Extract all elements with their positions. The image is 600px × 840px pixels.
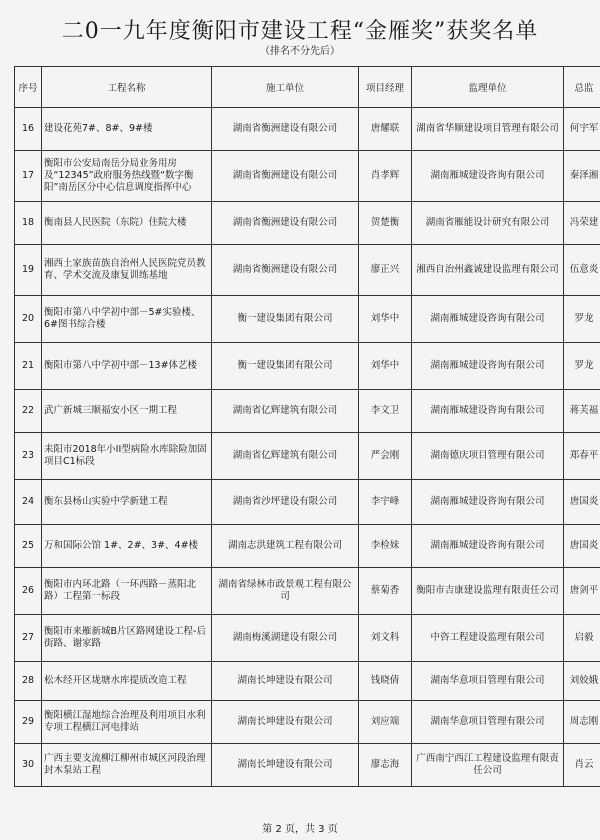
cell-chief: 罗龙 <box>564 343 600 390</box>
cell-builder: 湖南省沙坪建设有限公司 <box>212 480 359 525</box>
cell-supervisor: 湖南华意项目管理有限公司 <box>412 701 564 744</box>
table-row <box>15 108 600 151</box>
cell-builder: 湖南省亿辉建筑有限公司 <box>212 433 359 480</box>
cell-chief: 秦泽湘 <box>564 151 600 202</box>
cell-builder: 湖南梅溪湖建设有限公司 <box>212 615 359 662</box>
cell-builder: 湖南省衡洲建设有限公司 <box>212 151 359 202</box>
cell-chief: 郑春平 <box>564 433 600 480</box>
cell-project-name: 广西主要支流柳江柳州市城区河段治理封木泵站工程 <box>42 744 212 787</box>
cell-no: 25 <box>15 525 42 568</box>
cell-manager: 蔡菊香 <box>359 568 412 615</box>
cell-builder: 湖南省绿林市政景观工程有限公司 <box>212 568 359 615</box>
cell-supervisor: 湖南雁城建设咨询有限公司 <box>412 151 564 202</box>
cell-no: 24 <box>15 480 42 525</box>
cell-supervisor: 中咨工程建设监理有限公司 <box>412 615 564 662</box>
table-row <box>15 525 600 568</box>
cell-chief: 唐剑平 <box>564 568 600 615</box>
cell-manager: 唐耀联 <box>359 108 412 151</box>
table-row <box>15 662 600 701</box>
document-subtitle: （排名不分先后） <box>260 46 340 57</box>
cell-manager: 李文卫 <box>359 390 412 433</box>
table-row <box>15 701 600 744</box>
awards-table <box>14 66 600 787</box>
cell-builder: 衡一建设集团有限公司 <box>212 343 359 390</box>
cell-manager: 刘华中 <box>359 296 412 343</box>
cell-chief: 罗龙 <box>564 296 600 343</box>
cell-builder: 湖南省亿辉建筑有限公司 <box>212 390 359 433</box>
cell-supervisor: 湖南华意项目管理有限公司 <box>412 662 564 701</box>
cell-no: 27 <box>15 615 42 662</box>
header-no: 序号 <box>15 67 42 108</box>
cell-no: 19 <box>15 245 42 296</box>
table-row <box>15 480 600 525</box>
cell-project-name: 万和国际公馆 1#、2#、3#、4#楼 <box>42 525 212 568</box>
cell-no: 20 <box>15 296 42 343</box>
cell-manager: 钱晓倩 <box>359 662 412 701</box>
cell-supervisor: 湘西自治州鑫诚建设监理有限公司 <box>412 245 564 296</box>
cell-chief: 刘姣娥 <box>564 662 600 701</box>
cell-builder: 衡一建设集团有限公司 <box>212 296 359 343</box>
cell-no: 23 <box>15 433 42 480</box>
cell-manager: 廖正兴 <box>359 245 412 296</box>
cell-chief: 冯荣建 <box>564 202 600 245</box>
header-supervisor: 监理单位 <box>412 67 564 108</box>
table-row <box>15 245 600 296</box>
cell-project-name: 湘西土家族苗族自治州人民医院党员教育、学术交流及康复训练基地 <box>42 245 212 296</box>
cell-manager: 刘文科 <box>359 615 412 662</box>
cell-builder: 湖南志洪建筑工程有限公司 <box>212 525 359 568</box>
cell-supervisor: 湖南省雁能设计研究有限公司 <box>412 202 564 245</box>
header-manager: 项目经理 <box>359 67 412 108</box>
cell-manager: 贺楚衡 <box>359 202 412 245</box>
cell-project-name: 衡南县人民医院（东院）住院大楼 <box>42 202 212 245</box>
cell-no: 21 <box>15 343 42 390</box>
cell-no: 30 <box>15 744 42 787</box>
cell-project-name: 衡阳市第八中学初中部－13#体艺楼 <box>42 343 212 390</box>
cell-builder: 湖南省衡洲建设有限公司 <box>212 202 359 245</box>
cell-builder: 湖南长坤建设有限公司 <box>212 662 359 701</box>
table-row <box>15 296 600 343</box>
cell-chief: 伍意炎 <box>564 245 600 296</box>
cell-project-name: 衡阳横江湿地综合治理及利用项目水利专项工程横江河电排站 <box>42 701 212 744</box>
header-project-name: 工程名称 <box>42 67 212 108</box>
cell-manager: 严会刚 <box>359 433 412 480</box>
cell-project-name: 衡阳市来雁新城B片区路网建设工程-后街路、谢家路 <box>42 615 212 662</box>
cell-supervisor: 湖南雁城建设咨询有限公司 <box>412 343 564 390</box>
cell-manager: 刘应端 <box>359 701 412 744</box>
header-builder: 施工单位 <box>212 67 359 108</box>
cell-manager: 刘华中 <box>359 343 412 390</box>
cell-manager: 廖志海 <box>359 744 412 787</box>
cell-no: 16 <box>15 108 42 151</box>
cell-chief: 启毅 <box>564 615 600 662</box>
cell-no: 26 <box>15 568 42 615</box>
table-row <box>15 390 600 433</box>
cell-no: 18 <box>15 202 42 245</box>
page-footer: 第 2 页，共 3 页 <box>262 824 338 835</box>
cell-no: 28 <box>15 662 42 701</box>
cell-project-name: 衡阳市内环北路（一环西路－蒸阳北路）工程第一标段 <box>42 568 212 615</box>
cell-supervisor: 衡阳市吉康建设监理有限责任公司 <box>412 568 564 615</box>
cell-supervisor: 湖南德庆项目管理有限公司 <box>412 433 564 480</box>
cell-builder: 湖南长坤建设有限公司 <box>212 744 359 787</box>
cell-supervisor: 湖南雁城建设咨询有限公司 <box>412 296 564 343</box>
cell-manager: 李宇峰 <box>359 480 412 525</box>
cell-supervisor: 湖南雁城建设咨询有限公司 <box>412 525 564 568</box>
cell-builder: 湖南长坤建设有限公司 <box>212 701 359 744</box>
table-row <box>15 343 600 390</box>
cell-manager: 肖孝辉 <box>359 151 412 202</box>
cell-no: 29 <box>15 701 42 744</box>
cell-no: 17 <box>15 151 42 202</box>
cell-chief: 周志刚 <box>564 701 600 744</box>
cell-builder: 湖南省衡洲建设有限公司 <box>212 108 359 151</box>
table-row <box>15 151 600 202</box>
cell-chief: 唐国炎 <box>564 480 600 525</box>
cell-builder: 湖南省衡洲建设有限公司 <box>212 245 359 296</box>
table-row <box>15 202 600 245</box>
cell-manager: 李检妹 <box>359 525 412 568</box>
table-row <box>15 615 600 662</box>
cell-no: 22 <box>15 390 42 433</box>
cell-project-name: 衡阳市第八中学初中部－5#实验楼、6#图书综合楼 <box>42 296 212 343</box>
cell-supervisor: 湖南省华顺建设项目管理有限公司 <box>412 108 564 151</box>
table-header-row <box>15 67 600 108</box>
cell-supervisor: 湖南雁城建设咨询有限公司 <box>412 390 564 433</box>
header-chief: 总监 <box>564 67 600 108</box>
table-row <box>15 568 600 615</box>
cell-project-name: 衡阳市公安局南岳分局业务用房及“12345”政府服务热线暨“数字衡阳”南岳区分中心信息调度指挥中心 <box>42 151 212 202</box>
cell-supervisor: 广西南宁西江工程建设监理有限责任公司 <box>412 744 564 787</box>
cell-project-name: 武广新城三顺福安小区一期工程 <box>42 390 212 433</box>
cell-project-name: 建设花苑7#、8#、9#楼 <box>42 108 212 151</box>
cell-chief: 唐国炎 <box>564 525 600 568</box>
cell-supervisor: 湖南雁城建设咨询有限公司 <box>412 480 564 525</box>
cell-chief: 何宇军 <box>564 108 600 151</box>
cell-chief: 肖云 <box>564 744 600 787</box>
cell-project-name: 衡东县杨山实验中学新建工程 <box>42 480 212 525</box>
cell-chief: 蒋芙福 <box>564 390 600 433</box>
table-row <box>15 433 600 480</box>
document-title: 二0一九年度衡阳市建设工程“金雁奖”获奖名单 <box>61 19 539 44</box>
cell-project-name: 耒阳市2018年小II型病险水库除险加固项目C1标段 <box>42 433 212 480</box>
cell-project-name: 松木经开区垅塘水库提质改造工程 <box>42 662 212 701</box>
table-row <box>15 744 600 787</box>
